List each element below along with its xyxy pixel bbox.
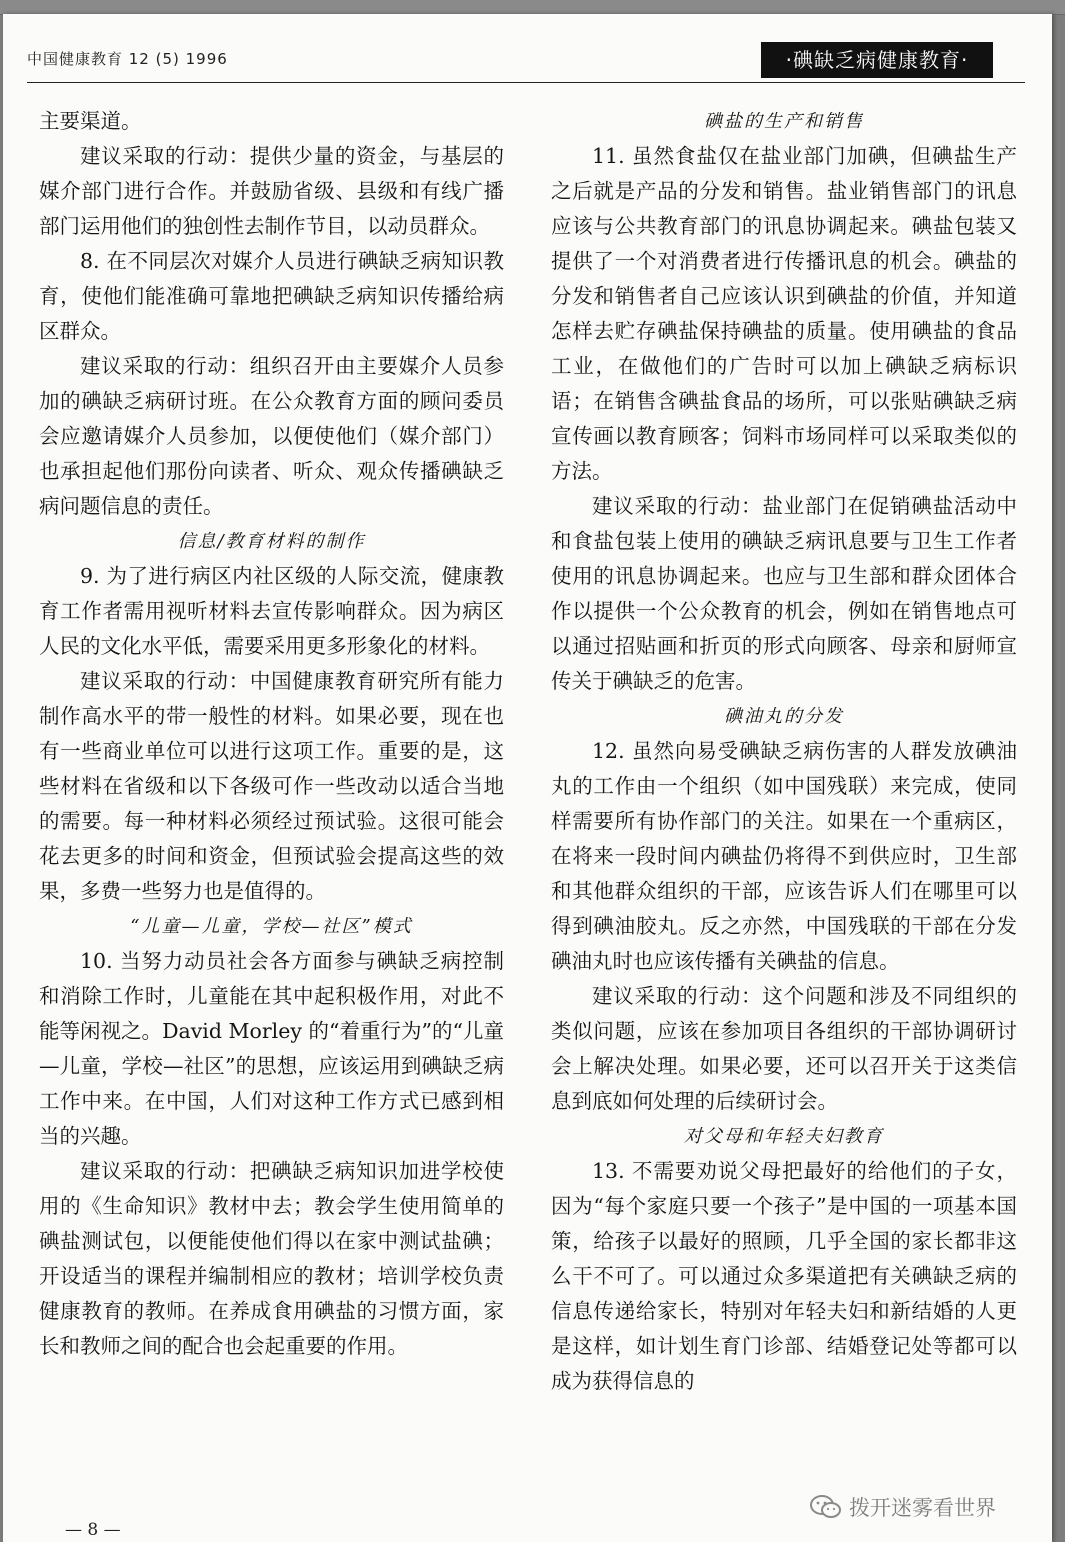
viewer-top-bar <box>0 0 1065 15</box>
watermark <box>809 1492 996 1522</box>
paragraph: 主要渠道。 <box>39 109 142 133</box>
paragraph: 建议采取的行动：提供少量的资金，与基层的媒介部门进行合作。并鼓励省级、县级和有线广播部门运用他们的独创性去制作节目，以动员群众。 <box>39 144 504 238</box>
paragraph: 建议采取的行动：这个问题和涉及不同组织的类似问题，应该在参加项目各组织的干部协调研讨会上解决处理。如果必要，还可以召开关于这类信息到底如何处理的后续研讨会。 <box>551 984 1017 1113</box>
paragraph: 11. 虽然食盐仅在盐业部门加碘，但碘盐生产之后就是产品的分发和销售。盐业销售部门的讯息应该与公共教育部门的讯息协调起来。碘盐包装又提供了一个对消费者进行传播讯息的机会。碘盐的分发和销售者自己应该认识到碘盐的价值，并知道怎样去贮存碘盐保持碘盐的质量。使用碘盐的食品工业，在做他们的广告时可以加上碘缺乏病标识语；在销售含碘盐食品的场所，可以张贴碘缺乏病宣传画以教育顾客；饲料市场同样可以采取类似的方法。 <box>551 144 1017 483</box>
wechat-icon <box>809 1494 843 1520</box>
paragraph: 建议采取的行动：盐业部门在促销碘盐活动中和食盐包装上使用的碘缺乏病讯息要与卫生工作者使用的讯息协调起来。也应与卫生部和群众团体合作以提供一个公众教育的机会，例如在销售地点可以通过招贴画和折页的形式向顾客、母亲和厨师宣传关于碘缺乏的危害。 <box>551 494 1017 693</box>
subheading: 信息/教育材料的制作 <box>177 531 366 552</box>
right-column <box>551 104 1017 1399</box>
left-column <box>39 104 504 1364</box>
paragraph: 建议采取的行动：中国健康教育研究所有能力制作高水平的带一般性的材料。如果必要，现在也有一些商业单位可以进行这项工作。重要的是，这些材料在省级和以下各级可作一些改动以适合当地的需要。每一种材料必须经过预试验。这很可能会花去更多的时间和资金，但预试验会提高这些的效果，多费一些努力也是值得的。 <box>39 669 504 903</box>
paragraph: 12. 虽然向易受碘缺乏病伤害的人群发放碘油丸的工作由一个组织（如中国残联）来完成，使同样需要所有协作部门的关注。如果在一个重病区，在将来一段时间内碘盐仍将得不到供应时，卫生部和其他群众组织的干部，应该告诉人们在哪里可以得到碘油胶丸。反之亦然，中国残联的干部在分发碘油丸时也应该传播有关碘盐的信息。 <box>551 739 1017 973</box>
subheading: 碘油丸的分发 <box>724 706 844 727</box>
page-number: — 8 — <box>65 1520 121 1540</box>
journal-info: 中国健康教育 12 (5) 1996 <box>27 50 228 68</box>
subheading: 碘盐的生产和销售 <box>704 111 864 132</box>
paragraph: 建议采取的行动：组织召开由主要媒介人员参加的碘缺乏病研讨班。在公众教育方面的顾问委员会应邀请媒介人员参加，以便使他们（媒介部门）也承担起他们那份向读者、听众、观众传播碘缺乏病问题信息的责任。 <box>39 354 504 518</box>
subheading: “儿童—儿童，学校—社区”模式 <box>130 916 413 937</box>
subheading: 对父母和年轻夫妇教育 <box>684 1126 884 1147</box>
paragraph: 建议采取的行动：把碘缺乏病知识加进学校使用的《生命知识》教材中去；教会学生使用简单的碘盐测试包，以便能使他们得以在家中测试盐碘；开设适当的课程并编制相应的教材；培训学校负责健康教育的教师。在养成食用碘盐的习惯方面，家长和教师之间的配合也会起重要的作用。 <box>39 1159 504 1358</box>
header-rule <box>27 82 1025 83</box>
paragraph: 10. 当努力动员社会各方面参与碘缺乏病控制和消除工作时，儿童能在其中起积极作用，对此不能等闲视之。David Morley 的“着重行为”的“儿童—儿童，学校—社区”的思想，应该运用到碘缺乏病工作中来。在中国，人们对这种工作方式已感到相当的兴趣。 <box>39 949 504 1148</box>
paragraph: 8. 在不同层次对媒介人员进行碘缺乏病知识教育，使他们能准确可靠地把碘缺乏病知识传播给病区群众。 <box>39 249 504 343</box>
section-title: ·碘缺乏病健康教育· <box>761 42 993 78</box>
watermark-text: 拨开迷雾看世界 <box>849 1496 996 1520</box>
document-page <box>3 14 1052 1542</box>
paragraph: 9. 为了进行病区内社区级的人际交流，健康教育工作者需用视听材料去宣传影响群众。因为病区人民的文化水平低，需要采用更多形象化的材料。 <box>39 564 504 658</box>
paragraph: 13. 不需要劝说父母把最好的给他们的子女，因为“每个家庭只要一个孩子”是中国的一项基本国策，给孩子以最好的照顾，几乎全国的家长都非这么干不可了。可以通过众多渠道把有关碘缺乏病的信息传递给家长，特别对年轻夫妇和新结婚的人更是这样，如计划生育门诊部、结婚登记处等都可以成为获得信息的 <box>551 1159 1017 1393</box>
page-header <box>3 42 1052 88</box>
